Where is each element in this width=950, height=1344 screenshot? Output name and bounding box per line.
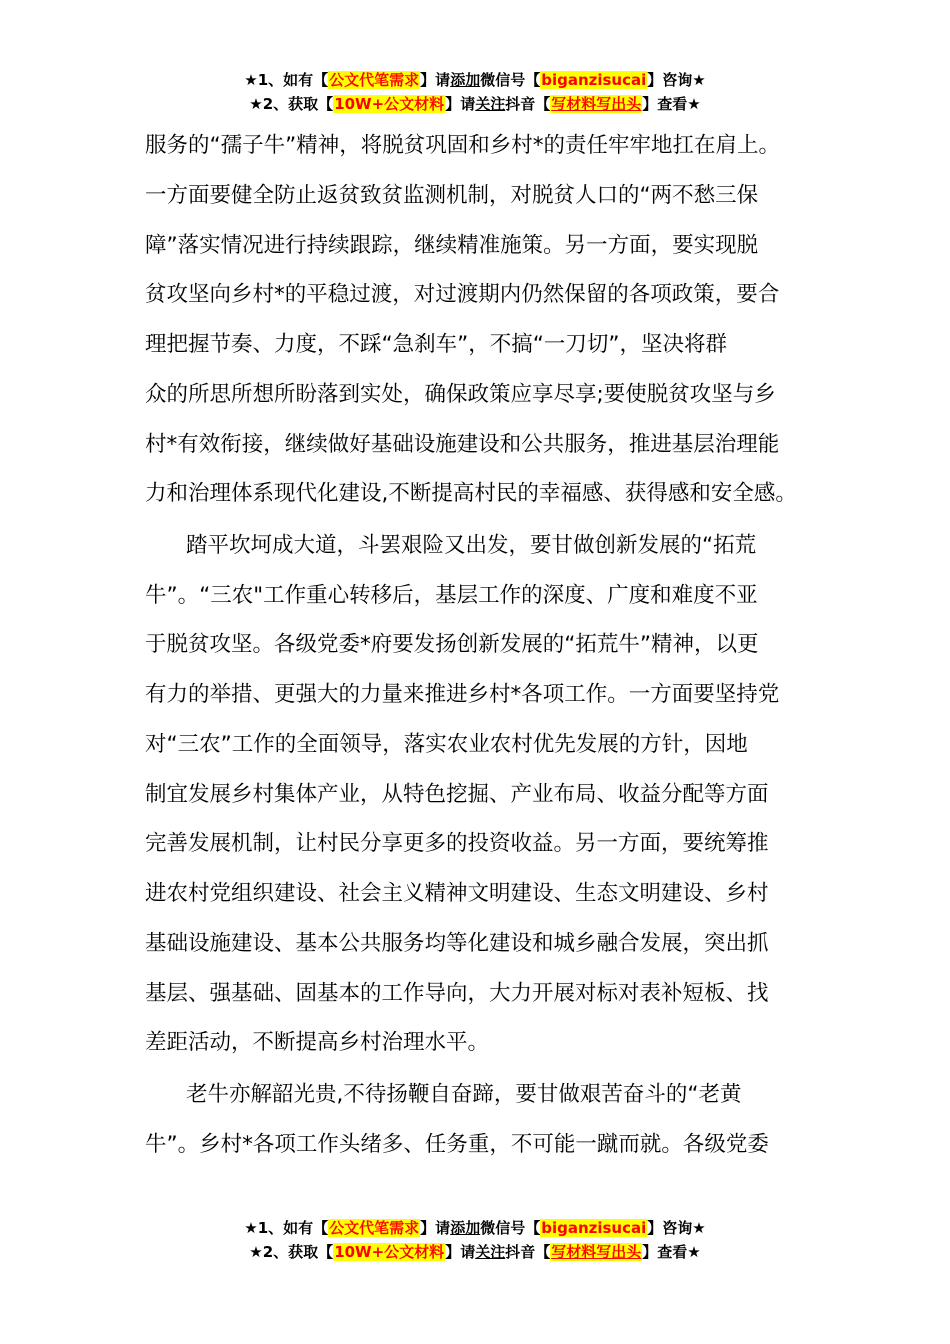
text-line: 贫攻坚向乡村*的平稳过渡，对过渡期内仍然保留的各项政策，要合 bbox=[145, 282, 780, 307]
paragraph-start-line: 老牛亦解韶光贵,不待扬鞭自奋蹄，要甘做艰苦奋斗的“老黄 bbox=[186, 1082, 742, 1107]
banner-underlined-text: 关注 bbox=[475, 1243, 506, 1261]
footer-banner bbox=[0, 1216, 950, 1264]
banner-text: 抖音【 bbox=[505, 95, 551, 113]
text-line: 有力的举措、更强大的力量来推进乡村*各项工作。一方面要坚持党 bbox=[145, 682, 780, 707]
banner-text: 抖音【 bbox=[505, 1243, 551, 1261]
paragraph-start-line: 踏平坎坷成大道，斗罢艰险又出发，要甘做创新发展的“拓荒 bbox=[186, 533, 757, 558]
highlight-douyin-account: 写材料写出头 bbox=[551, 1243, 642, 1261]
banner-text: 】请 bbox=[420, 1219, 451, 1237]
banner-text: ★1、如有【 bbox=[244, 1219, 329, 1237]
text-line: 对“三农”工作的全面领导，落实农业农村优先发展的方针，因地 bbox=[145, 732, 748, 757]
text-line: 众的所思所想所盼落到实处，确保政策应享尽享;要使脱贫攻坚与乡 bbox=[145, 382, 776, 407]
banner-underlined-text: 关注 bbox=[475, 95, 506, 113]
text-line: 一方面要健全防止返贫致贫监测机制，对脱贫人口的“两不愁三保 bbox=[145, 183, 759, 208]
banner-underlined-text: 添加 bbox=[450, 1219, 481, 1237]
banner-text: 】咨询★ bbox=[647, 1219, 706, 1237]
highlight-douyin-account: 写材料写出头 bbox=[551, 95, 642, 113]
text-line: 服务的“孺子牛”精神，将脱贫巩固和乡村*的责任牢牢地扛在肩上。 bbox=[145, 133, 781, 158]
banner-text: 】请 bbox=[445, 1243, 476, 1261]
banner-text: 】查看★ bbox=[642, 1243, 701, 1261]
header-banner bbox=[0, 68, 950, 116]
text-line: 差距活动，不断提高乡村治理水平。 bbox=[145, 1030, 490, 1055]
banner-text: 微信号【 bbox=[480, 1219, 541, 1237]
text-line: 障”落实情况进行持续跟踪，继续精准施策。另一方面，要实现脱 bbox=[145, 233, 759, 258]
text-line: 牛”。“三农"工作重心转移后，基层工作的深度、广度和难度不亚 bbox=[145, 583, 758, 608]
highlight-wechat-id: biganzisucai bbox=[541, 71, 647, 89]
banner-line-2 bbox=[0, 92, 950, 116]
highlight-materials: 10W+公文材料 bbox=[334, 95, 445, 113]
text-line: 基础设施建设、基本公共服务均等化建设和城乡融合发展，突出抓 bbox=[145, 931, 769, 956]
banner-text: 】咨询★ bbox=[647, 71, 706, 89]
text-line: 基层、强基础、固基本的工作导向，大力开展对标对表补短板、找 bbox=[145, 981, 769, 1006]
text-line: 完善发展机制，让村民分享更多的投资收益。另一方面，要统筹推 bbox=[145, 831, 769, 856]
text-line: 牛”。乡村*各项工作头绪多、任务重，不可能一蹴而就。各级党委 bbox=[145, 1132, 769, 1157]
highlight-materials: 10W+公文材料 bbox=[334, 1243, 445, 1261]
banner-text: ★2、获取【 bbox=[249, 1243, 334, 1261]
text-line: 进农村党组织建设、社会主义精神文明建设、生态文明建设、乡村 bbox=[145, 881, 769, 906]
banner-text: 】请 bbox=[445, 95, 476, 113]
highlight-wechat-id: biganzisucai bbox=[541, 1219, 647, 1237]
banner-text: ★2、获取【 bbox=[249, 95, 334, 113]
text-line: 村*有效衔接，继续做好基础设施建设和公共服务，推进基层治理能 bbox=[145, 432, 780, 457]
banner-line-1 bbox=[0, 68, 950, 92]
banner-line-1 bbox=[0, 1216, 950, 1240]
text-line: 制宜发展乡村集体产业，从特色挖掘、产业布局、收益分配等方面 bbox=[145, 782, 769, 807]
banner-text: 】查看★ bbox=[642, 95, 701, 113]
banner-text: ★1、如有【 bbox=[244, 71, 329, 89]
highlight-ghostwriting: 公文代笔需求 bbox=[329, 71, 420, 89]
highlight-ghostwriting: 公文代笔需求 bbox=[329, 1219, 420, 1237]
text-line: 于脱贫攻坚。各级党委*府要发扬创新发展的“拓荒牛”精神，以更 bbox=[145, 632, 759, 657]
banner-text: 】请 bbox=[420, 71, 451, 89]
banner-line-2 bbox=[0, 1240, 950, 1264]
banner-text: 微信号【 bbox=[480, 71, 541, 89]
banner-underlined-text: 添加 bbox=[450, 71, 481, 89]
text-line: 理把握节奏、力度，不踩“急刹车”，不搞“一刀切”，坚决将群 bbox=[145, 332, 728, 357]
text-line: 力和治理体系现代化建设,不断提高村民的幸福感、获得感和安全感。 bbox=[145, 481, 797, 506]
